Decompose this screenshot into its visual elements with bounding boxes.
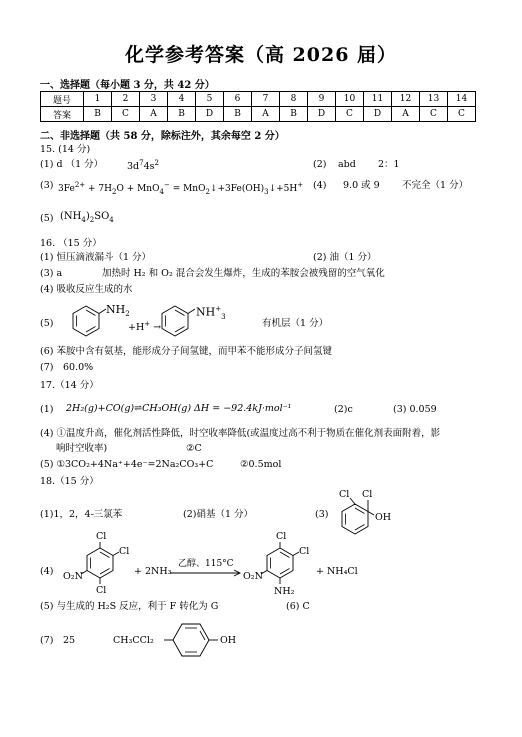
q18-p4-product-nh2: NH₂ — [274, 586, 295, 597]
q18-p4-label: (4) — [40, 566, 54, 577]
q17-p5-answer-b: ②0.5mol — [240, 459, 282, 470]
q15-p1-label: (1) d （1 分） — [40, 159, 104, 170]
q15-p2-answer-a: abd — [338, 159, 356, 170]
q16-p5-plus: +H+ → — [128, 320, 162, 334]
table-cell: C — [448, 107, 476, 122]
table-cell: 2 — [112, 92, 140, 107]
table-cell: 11 — [364, 92, 392, 107]
q16-header: 16. （15 分） — [40, 238, 102, 249]
q18-p4-reactant-cl1: Cl — [96, 531, 107, 542]
q18-p7-group: CH₃CCl₂ — [113, 635, 154, 646]
table-cell: A — [140, 107, 168, 122]
q16-p5-nh3: $NH^+_3$ — [196, 305, 226, 321]
table-cell: A — [392, 107, 420, 122]
q17-p4-answer-b: ②C — [186, 443, 202, 454]
table-cell: C — [112, 107, 140, 122]
q18-p4-reactant-cl3: Cl — [96, 585, 107, 596]
q18-p4-product-cl2: Cl — [299, 546, 310, 557]
table-cell: B — [84, 107, 112, 122]
table-cell: 1 — [84, 92, 112, 107]
q18-p3-cl2: Cl — [362, 489, 373, 500]
table-cell: B — [280, 107, 308, 122]
table-cell: 12 — [392, 92, 420, 107]
q18-p7-phenyl-ring-icon — [164, 618, 224, 662]
q17-p2: (2)c — [334, 404, 353, 415]
q16-p1: (1) 恒压滴液漏斗（1 分） — [40, 252, 152, 263]
q16-p2: (2) 油（1 分） — [313, 252, 377, 263]
q16-p6: (6) 苯胺中含有氨基，能形成分子间氢键，而甲苯不能形成分子间氢键 — [40, 346, 332, 357]
q15-p4-answer-a: 9.0 或 9 — [343, 180, 380, 191]
table-cell: 7 — [252, 92, 280, 107]
q18-p4-plus-nh3: + 2NH₃ — [134, 566, 172, 577]
table-cell: D — [196, 107, 224, 122]
table-header-cell: 题号 — [41, 92, 84, 107]
table-cell: D — [308, 107, 336, 122]
table-row-answers — [41, 107, 476, 122]
table-cell: B — [224, 107, 252, 122]
q15-p2-answer-b: 2：1 — [378, 159, 400, 170]
q18-header: 18.（15 分） — [40, 476, 99, 487]
product-ring-icon — [261, 542, 299, 584]
table-cell: B — [168, 107, 196, 122]
table-cell: 5 — [196, 92, 224, 107]
table-cell: C — [420, 107, 448, 122]
table-row-numbers — [41, 92, 476, 107]
answer-table — [40, 91, 476, 122]
q17-p4-line2: 响时空收率) — [56, 443, 108, 454]
table-cell: 4 — [168, 92, 196, 107]
page-title: 化学参考答案（高 2026 届） — [124, 44, 398, 66]
q18-p5: (5) 与生成的 H₂S 反应，利于 F 转化为 G — [40, 601, 219, 612]
q16-p5-note: 有机层（1 分） — [262, 318, 329, 329]
section-heading-nonchoice: 二、非选择题（共 58 分，除标注外，其余每空 2 分） — [40, 131, 285, 142]
q18-p4-reactant-no2: O₂N — [63, 571, 83, 582]
q18-p7-oh: OH — [220, 635, 237, 646]
q16-p5-nh2: $NH_2$ — [106, 303, 130, 319]
q17-p1-equation: 2H₂(g)+CO(g)⇌CH₃OH(g) ΔH = −92.4kJ·mol⁻¹ — [66, 403, 292, 414]
q15-p4-label: (4) — [313, 180, 327, 191]
q17-p3: (3) 0.059 — [393, 404, 437, 415]
q15-p3-equation: $3Fe^{2+} + 7H_2O + MnO_4^-$ = $MnO_2↓+3Fe(OH)_3↓+5H^+$ — [58, 181, 304, 196]
q16-p7: (7) 60.0% — [40, 362, 94, 373]
benzene-ring-icon — [73, 306, 106, 336]
q15-p5-label: (5) — [40, 213, 54, 224]
table-cell: 13 — [420, 92, 448, 107]
table-header-cell: 答案 — [41, 107, 84, 122]
q18-p3-label: (3) — [315, 509, 329, 520]
q16-p3-text: 加热时 H₂ 和 O₂ 混合会发生爆炸，生成的苯胺会被残留的空气氧化 — [102, 268, 385, 279]
table-cell: 14 — [448, 92, 476, 107]
q15-p2-label: (2) — [313, 159, 327, 170]
q18-p7-label: (7) 25 — [40, 635, 76, 646]
q15-p4-answer-b: 不完全（1 分） — [402, 180, 469, 191]
q17-p5-answer-a: (5) ①3CO₂+4Na⁺+4e⁻=2Na₂CO₃+C — [40, 459, 214, 470]
reaction-arrow-icon — [170, 570, 240, 576]
q15-header: 15. (14 分) — [40, 144, 91, 155]
q18-p6: (6) C — [286, 601, 310, 612]
table-cell: 8 — [280, 92, 308, 107]
q18-p4-plus-nh4cl: + NH₄Cl — [316, 566, 358, 577]
q18-p1: (1)1，2，4-三氯苯 — [40, 509, 123, 520]
q17-p1-label: (1) — [40, 404, 54, 415]
q18-p2: (2)硝基（1 分） — [183, 509, 254, 520]
q18-p4-product-cl1: Cl — [276, 531, 287, 542]
q17-header: 17.（14 分） — [40, 380, 99, 391]
q18-p4-condition: 乙醇、115°C — [178, 559, 234, 569]
q18-p3-oh: OH — [375, 512, 392, 523]
q16-p4: (4) 吸收反应生成的水 — [40, 284, 133, 295]
q15-p1-config: $3d^74s^2$ — [127, 159, 159, 173]
q15-p5-formula: $(NH_4)_2SO_4$ — [60, 211, 114, 224]
table-cell: D — [364, 107, 392, 122]
q17-p4-line1: (4) ①温度升高，催化剂活性降低，时空收率降低(或温度过高不利于物质在催化剂表面附着，影 — [40, 428, 441, 439]
reactant-ring-icon — [81, 542, 119, 584]
q15-p3-label: (3) — [40, 180, 54, 191]
benzene-ring-icon — [162, 306, 195, 336]
table-cell: 10 — [336, 92, 364, 107]
table-cell: 9 — [308, 92, 336, 107]
table-cell: C — [336, 107, 364, 122]
q16-p5-label: (5) — [40, 318, 54, 329]
table-cell: 3 — [140, 92, 168, 107]
q18-p3-cl1: Cl — [339, 489, 350, 500]
table-cell: 6 — [224, 92, 252, 107]
q18-p4-reactant-cl2: Cl — [119, 546, 130, 557]
section-heading-choice: 一、选择题（每小题 3 分，共 42 分） — [40, 80, 215, 91]
q18-p4-product-no2: O₂N — [243, 571, 263, 582]
q16-p3-label: (3) a — [40, 268, 63, 279]
table-cell: A — [252, 107, 280, 122]
